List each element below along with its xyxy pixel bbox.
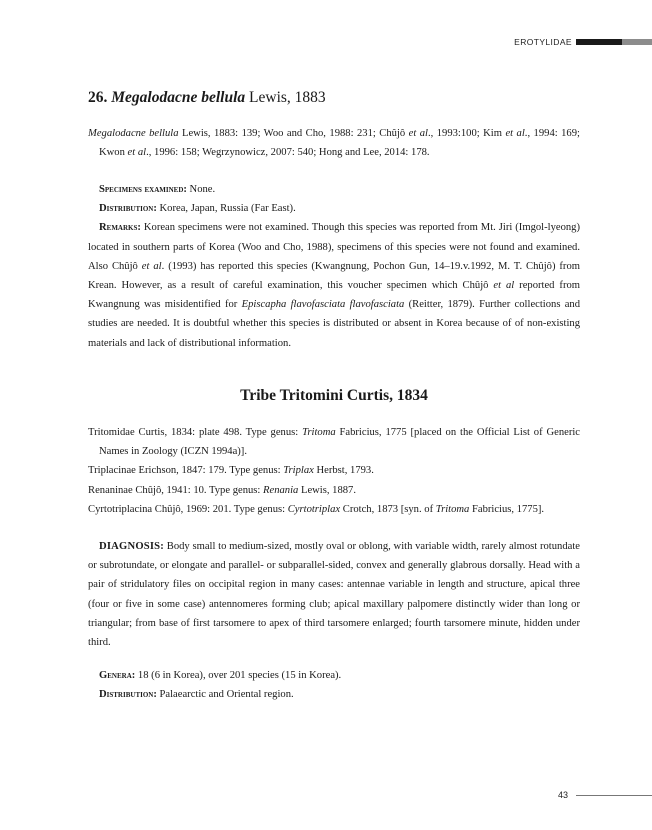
synonym-part: Cyrtotriplax	[287, 503, 341, 515]
species-citation-block	[88, 124, 580, 162]
footer-rule	[576, 795, 652, 796]
citation-part: Lewis, 1883: 139; Woo and Cho, 1988: 231; Chûjô	[178, 128, 409, 139]
diagnosis	[88, 537, 580, 652]
section-label: EROTYLIDAE	[514, 37, 572, 47]
diagnosis-label: DIAGNOSIS:	[99, 541, 164, 552]
synonym-part: Lewis, 1887.	[298, 484, 356, 496]
distribution-text: Korea, Japan, Russia (Far East).	[156, 203, 296, 215]
diagnosis-block	[88, 537, 580, 652]
remarks-label: Remarks:	[99, 222, 141, 234]
synonym-entry	[88, 481, 580, 500]
running-header	[514, 37, 652, 47]
citation-part: ., 1993:100; Kim	[427, 128, 506, 139]
header-bar-dark	[576, 39, 622, 45]
diagnosis-text: Body small to medium-sized, mostly oval or oblong, with variable width, rarely almost rotundate or subrotundate, or elongate and parallel- or subparallel-sided, convex and generally glabrous dorsally. Head with a pair of stridulatory files on occipital region in many cases: antennae variable in length and structure, apical three (four or five in some case) antennomeres forming club; apical maxillary palpomere distinctly wider than long or triangular; from base of first tarsomere to apex of third tarsomere enlarged; fourth tarsomere minute, hidden under third.	[88, 541, 580, 649]
synonym-part: Triplacinae Erichson, 1847: 179. Type genus:	[88, 465, 284, 477]
species-name: Megalodacne bellula	[111, 89, 246, 106]
synonym-entry	[88, 500, 580, 519]
species-notes	[88, 180, 580, 353]
distribution-label: Distribution:	[99, 203, 157, 215]
synonym-part: Tritoma	[435, 503, 470, 515]
specimens-label: Specimens examined:	[99, 184, 187, 195]
remarks-part: (Reitter, 1879). Further collections and studies are needed. It is doubtful whether this species is distributed or absent in Korea because of of non-existing materials and lack of distributional information.	[88, 299, 581, 349]
tribe-distribution-text: Palaearctic and Oriental region.	[156, 689, 294, 701]
synonym-part: Crotch, 1873 [syn. of	[340, 503, 436, 515]
synonym-entry	[88, 423, 580, 461]
page-footer	[558, 790, 652, 800]
synonym-part: Tritomidae Curtis, 1834: plate 498. Type genus:	[88, 427, 303, 438]
specimens-examined	[88, 180, 580, 199]
synonym-entry	[88, 461, 580, 480]
tribe-genera	[88, 666, 580, 685]
synonym-part: Herbst, 1793.	[313, 465, 374, 477]
synonym-part: Triplax	[283, 465, 314, 477]
citation-part: et al	[505, 128, 525, 139]
species-citation	[88, 124, 580, 162]
citation-part: Megalodacne bellula	[88, 128, 179, 139]
tribe-distribution	[88, 685, 580, 704]
species-title	[88, 89, 326, 107]
species-number: 26.	[88, 89, 108, 106]
citation-part: et al	[127, 147, 147, 159]
remarks-part: et al	[493, 280, 515, 292]
tribe-title: Tribe Tritomini Curtis, 1834	[240, 387, 428, 404]
synonym-part: Renania	[263, 484, 299, 496]
remarks-part: reported from Kwangnung was misidentified for	[88, 280, 581, 311]
citation-part: ., 1996: 158; Wegrzynowicz, 2007: 540; Hong and Lee, 2014: 178.	[146, 147, 430, 159]
species-distribution	[88, 199, 580, 218]
remarks-part: et al	[141, 260, 162, 272]
genera-label: Genera:	[99, 670, 136, 681]
citation-part: et al	[408, 128, 428, 139]
genera-text: 18 (6 in Korea), over 201 species (15 in Korea).	[135, 670, 342, 681]
synonym-part: Fabricius, 1775].	[469, 503, 545, 515]
tribe-synonyms	[88, 423, 580, 519]
remarks-part: Episcapha flavofasciata flavofasciata	[241, 299, 405, 311]
remarks-part: Korean specimens were not examined. Though this species was reported from Mt. Jiri (Imgol-lyeong) located in southern parts of Korea (Woo and Cho, 1988), specimens of this species were not found and examined. Also Chûjô	[88, 222, 580, 272]
page-number: 43	[557, 790, 568, 800]
species-remarks	[88, 218, 580, 352]
synonym-part: Tritoma	[302, 427, 336, 438]
synonym-part: Fabricius, 1775 [placed on the Official List of Generic Names in Zoology (ICZN 1994a)].	[99, 427, 580, 458]
synonym-part: Renaninae Chûjô, 1941: 10. Type genus:	[88, 484, 264, 496]
tribe-notes	[88, 666, 580, 704]
species-authority: Lewis, 1883	[245, 89, 326, 106]
header-bar-gray	[622, 39, 652, 45]
specimens-text: None.	[186, 184, 216, 195]
remarks-part: . (1993) has reported this species (Kwangnung, Pochon Gun, 14–19.v.1992, M. T. Chûjô) from Krean. However, as a result of careful examination, this voucher specimen which Chûjô	[88, 260, 580, 292]
tribe-distribution-label: Distribution:	[99, 689, 157, 701]
synonym-part: Cyrtotriplacina Chûjô, 1969: 201. Type genus:	[88, 503, 288, 515]
citation-part: ., 1994: 169; Kwon	[99, 128, 580, 159]
